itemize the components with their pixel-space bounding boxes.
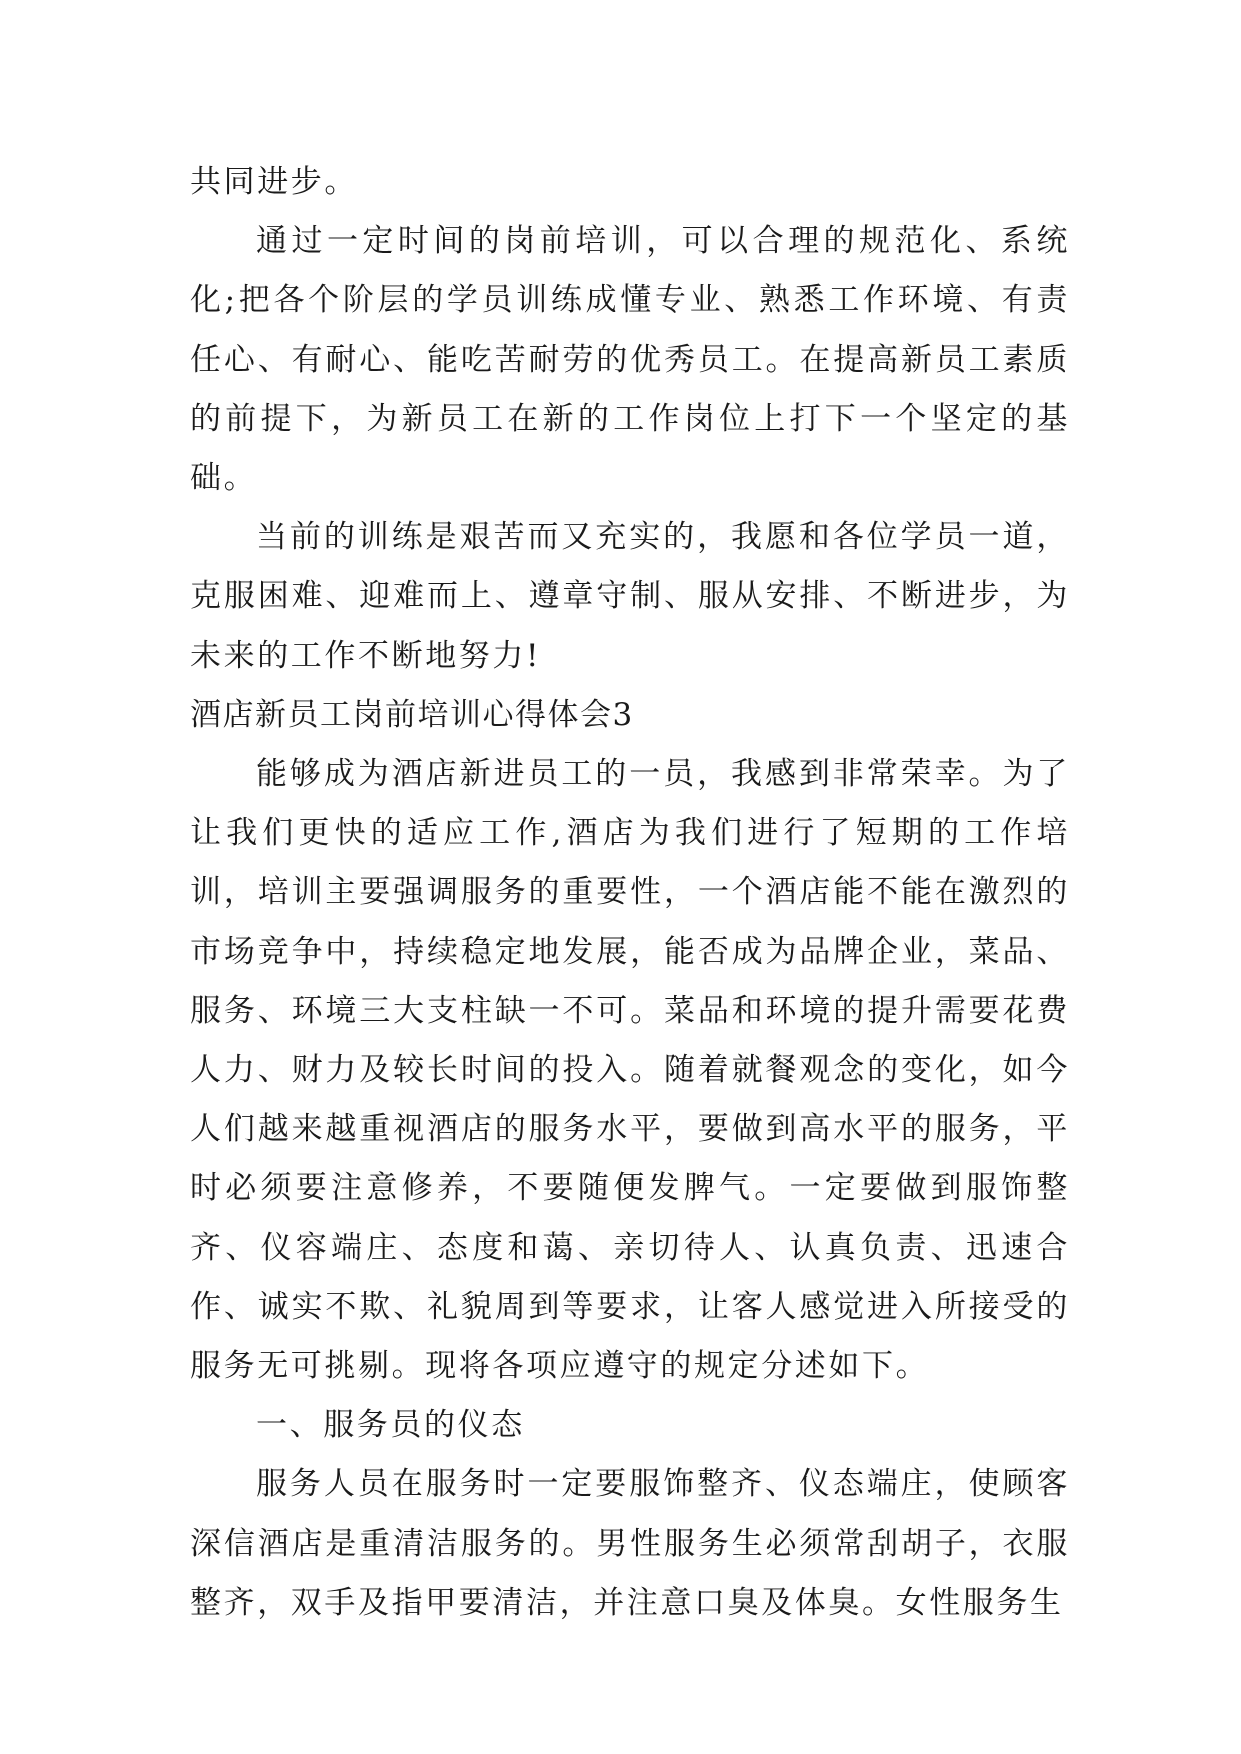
paragraph-demeanor: 服务人员在服务时一定要服饰整齐、仪态端庄，使顾客深信酒店是重清洁服务的。男性服务生必须常刮胡子，衣服整齐，双手及指甲要清洁，并注意口臭及体臭。女性服务生 — [190, 1466, 1070, 1621]
document-body — [190, 153, 1070, 1633]
paragraph-training-purpose: 通过一定时间的岗前培训，可以合理的规范化、系统化;把各个阶层的学员训练成懂专业、熟悉工作环境、有责任心、有耐心、能吃苦耐劳的优秀员工。在提高新员工素质的前提下，为新员工在新的工作岗位上打下一个坚定的基础。 — [190, 223, 1070, 497]
paragraph-hotel-intro: 能够成为酒店新进员工的一员，我感到非常荣幸。为了让我们更快的适应工作,酒店为我们进行了短期的工作培训，培训主要强调服务的重要性，一个酒店能不能在激烈的市场竞争中，持续稳定地发展，能否成为品牌企业，菜品、服务、环境三大支柱缺一不可。菜品和环境的提升需要花费人力、财力及较长时间的投入。随着就餐观念的变化，如今人们越来越重视酒店的服务水平，要做到高水平的服务，平时必须要注意修养，不要随便发脾气。一定要做到服饰整齐、仪容端庄、态度和蔼、亲切待人、认真负责、迅速合作、诚实不欺、礼貌周到等要求，让客人感觉进入所接受的服务无可挑剔。现将各项应遵守的规定分述如下。 — [190, 756, 1070, 1385]
section-heading: 酒店新员工岗前培训心得体会3 — [190, 696, 634, 733]
paragraph-training-commitment: 当前的训练是艰苦而又充实的，我愿和各位学员一道，克服困难、迎难而上、遵章守制、服从安排、不断进步，为未来的工作不断地努力! — [190, 519, 1070, 674]
paragraph-continuation: 共同进步。 — [190, 164, 358, 200]
subheading-demeanor: 一、服务员的仪态 — [256, 1407, 525, 1444]
